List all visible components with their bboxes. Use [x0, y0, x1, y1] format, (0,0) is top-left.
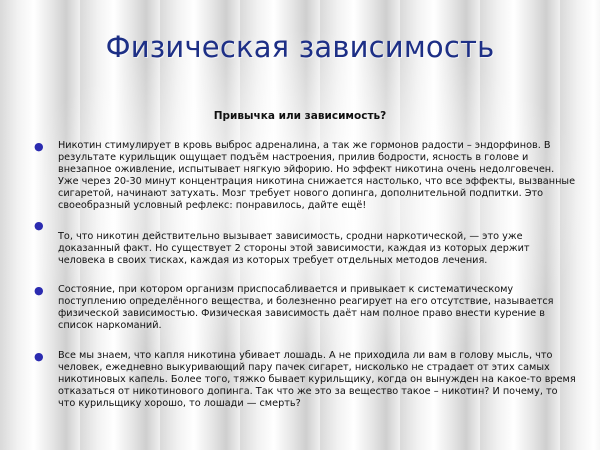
list-item — [32, 140, 577, 212]
bullet-icon: ● — [34, 350, 44, 363]
list-item — [32, 350, 577, 410]
list-item — [32, 284, 577, 332]
list-item-text: Никотин стимулирует в кровь выброс адреналина, а так же гормонов радости – эндорфинов. В результате курильщик ощущает подъём настроения, прилив бодрости, ясность в голове и внезапное оживление, испытывает нягкую эйфорию. Но эффект никотина очень недолговечен. Уже через 20-30 минут концентрация никотина снижается настолько, что все эффекты, вызванные сигаретой, начинают затухать. Мозг требует нового допинга, дополнительной подпитки. Это своеобразный условный рефлекс: понравилось, дайте ещё! — [58, 140, 576, 211]
slide-title: Физическая зависимость — [105, 30, 495, 64]
list-item-text: Состояние, при котором организм приспосабливается и привыкает к систематическому поступлению определённого вещества, и болезненно реагирует на его отсутствие, называется физической зависимостью. Физическая зависимость даёт нам полное право внести курение в список наркоманий. — [58, 284, 554, 331]
list-item-text: Все мы знаем, что капля никотина убивает лошадь. А не приходила ли вам в голову мысль, что человек, ежедневно выкуривающий пару пачек сигарет, нисколько не страдает от этих самых никотиновых капель. Более того, тяжко бывает курильщику, когда он вынужден на какое-то время отказаться от никотинового допинга. Так что же это за вещество такое – никотин? И почему, то что курильщику хорошо, то лошади — смерть? — [58, 350, 576, 409]
list-item — [32, 219, 577, 267]
bullet-icon: ● — [34, 219, 44, 232]
bullet-list — [32, 132, 577, 410]
bullet-icon: ● — [34, 140, 44, 153]
bullet-icon: ● — [34, 284, 44, 297]
list-item-text: То, что никотин действительно вызывает зависимость, сродни наркотической, — это уже доказанный факт. Но существует 2 стороны этой зависимости, каждая из которых держит человека в своих тисках, каждая из которых требует отдельных методов лечения. — [58, 231, 530, 266]
slide-subtitle: Привычка или зависимость? — [213, 110, 387, 122]
